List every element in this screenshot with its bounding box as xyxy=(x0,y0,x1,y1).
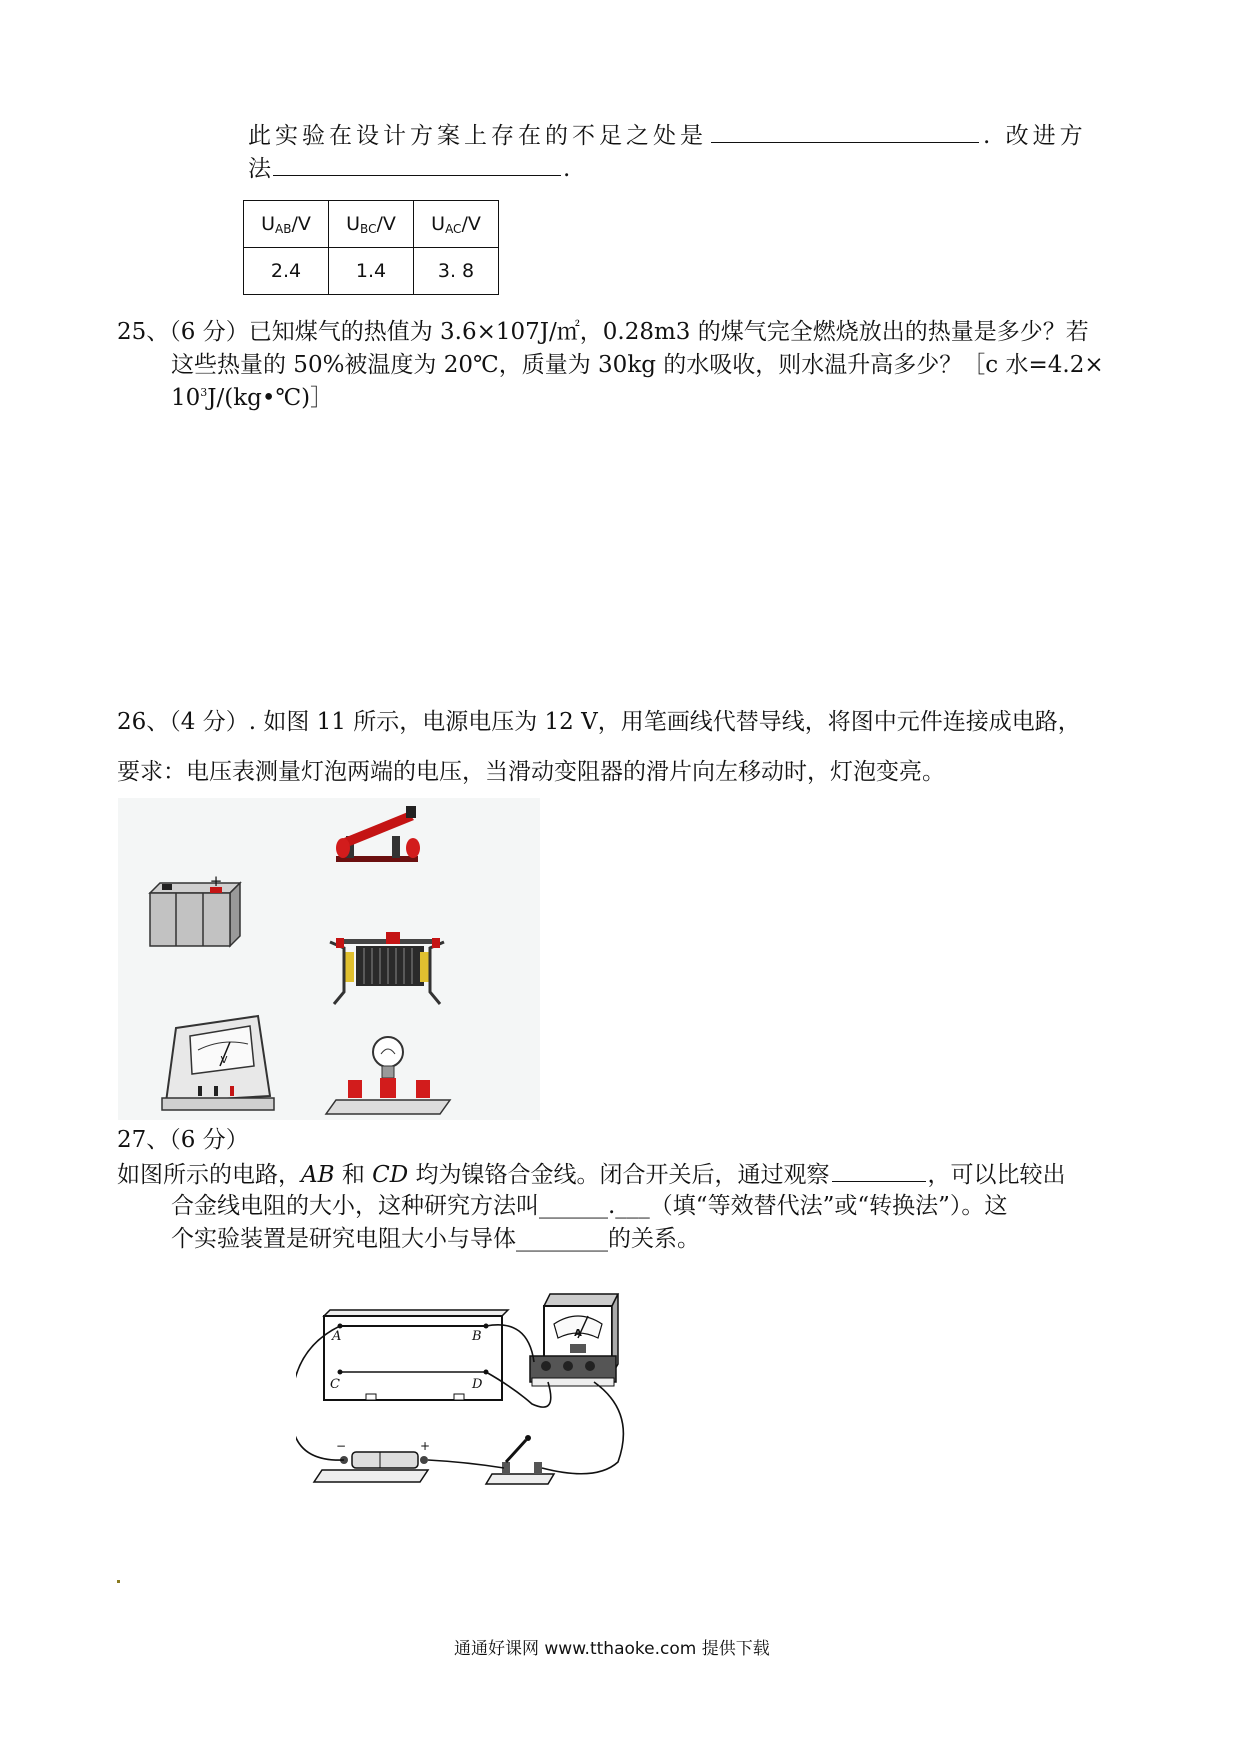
label-d: D xyxy=(472,1377,483,1392)
voltmeter-icon[interactable] xyxy=(162,1016,274,1110)
q25-line3: $10^3J/(kg•℃)]$ xyxy=(171,385,334,411)
voltage-table xyxy=(243,200,499,295)
q25-line2: 这些热量的 50%被温度为 20℃，质量为 30kg 的水吸收，则水温升高多少？［c 水=4.2× xyxy=(171,352,1104,378)
label-b: B xyxy=(472,1329,482,1344)
label-plus: + xyxy=(420,1439,431,1453)
svg-text:A: A xyxy=(574,1328,582,1339)
figure-q27-circuit xyxy=(296,1292,646,1500)
q27-line1: 如图所示的电路，AB 和 CD 均为镍铬合金线。闭合开关后，通过观察 ，可以比较出 xyxy=(117,1157,1066,1192)
ammeter-icon[interactable] xyxy=(530,1294,618,1386)
table-header-uab: $U_{AB}/V$ xyxy=(244,201,329,248)
svg-text:+: + xyxy=(209,872,223,890)
q24-line1 xyxy=(248,118,1087,153)
label-c: C xyxy=(330,1377,340,1392)
q24-text-e: . xyxy=(563,156,571,182)
battery-icon[interactable] xyxy=(150,872,240,946)
wire-board xyxy=(324,1310,508,1400)
q24-blank-2[interactable] xyxy=(273,151,561,176)
table-header-uac: $U_{AC}/V$ xyxy=(414,201,499,248)
figure-11-components xyxy=(118,798,540,1120)
q27-line3: 个实验装置是研究电阻大小与导体________的关系。 xyxy=(171,1226,700,1252)
q25-text-1: （6 分）已知煤气的热值为 3.6×107J/㎡，0.28m3 的煤气完全燃烧放出的热量是多少？若 xyxy=(169,319,1089,345)
stray-mark xyxy=(117,1580,120,1583)
q24-text-c: . 改进方 xyxy=(983,123,1087,149)
label-a: A xyxy=(332,1329,342,1344)
q25-number: 25、 xyxy=(117,319,170,345)
table-cell: 1.4 xyxy=(329,248,414,295)
table-cell: 3. 8 xyxy=(414,248,499,295)
label-minus: − xyxy=(336,1439,347,1453)
q25-line1 xyxy=(117,316,1089,349)
q24-text-d: 法 xyxy=(248,156,271,182)
table-header-ubc: $U_{BC}/V$ xyxy=(329,201,414,248)
q26-line1: 26、（4 分）. 如图 11 所示，电源电压为 12 V，用笔画线代替导线，将图中元件连接成电路， xyxy=(117,709,1081,735)
q27-blank-1[interactable] xyxy=(832,1157,926,1182)
q26-line2: 要求：电压表测量灯泡两端的电压，当滑动变阻器的滑片向左移动时，灯泡变亮。 xyxy=(117,759,945,785)
footer-source: 通通好课网 www.tthaoke.com 提供下载 xyxy=(454,1639,770,1659)
q24-blank-1[interactable] xyxy=(711,118,979,143)
q27-title: 27、（6 分） xyxy=(117,1127,249,1153)
q24-line2 xyxy=(248,151,570,186)
table-cell: 2.4 xyxy=(244,248,329,295)
switch-icon[interactable] xyxy=(486,1435,554,1484)
q27-line2: 合金线电阻的大小，这种研究方法叫______.___（填“等效替代法”或“转换法”）。这 xyxy=(171,1193,1008,1219)
q24-text-b: 在设计方案上存在的不足之处是 xyxy=(329,123,707,149)
q24-text-a: 此实验 xyxy=(248,123,329,149)
svg-text:V: V xyxy=(220,1055,228,1066)
